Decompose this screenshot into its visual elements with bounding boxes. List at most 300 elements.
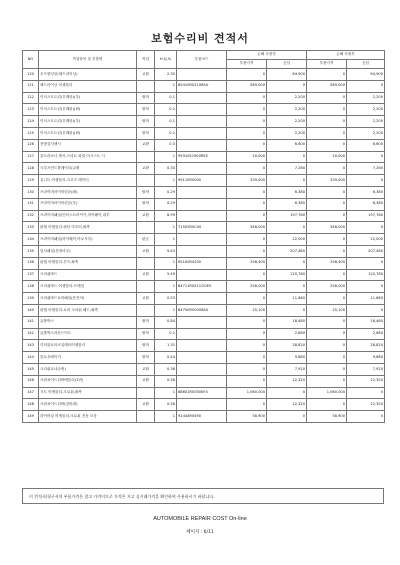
- row-code: 65100R4200: [177, 257, 227, 269]
- row-no: 120: [23, 69, 39, 81]
- row-code: [177, 234, 227, 246]
- row-labor-before: 0: [267, 151, 307, 163]
- header-item: 작업항목 및 부품명: [39, 51, 137, 69]
- row-labor-after: 6,600: [347, 139, 385, 151]
- row-part-before: 0: [227, 92, 267, 104]
- table-row: [23, 363, 385, 375]
- row-hq: 1: [155, 281, 177, 293]
- row-labor-after: 0: [347, 222, 385, 234]
- row-labor-after: 0: [347, 281, 385, 293]
- row-part-after: 0: [307, 340, 347, 352]
- row-part-after: 0: [307, 163, 347, 175]
- row-part-after: 0: [307, 92, 347, 104]
- row-labor-after: 0: [347, 175, 385, 187]
- row-no: 133: [23, 222, 39, 234]
- row-item: 판넬 어셈블리-루프,좌측: [39, 257, 137, 269]
- row-item: 프라이머패널(언더스트라이카,하이웨이,대부: [39, 210, 137, 222]
- row-work: 교환: [137, 245, 155, 257]
- row-no: 143: [23, 340, 39, 352]
- row-part-after: 0: [307, 127, 347, 139]
- row-part-before: 0: [227, 163, 267, 175]
- row-part-before: 58,900: [227, 411, 267, 423]
- row-labor-before: 2,200: [267, 127, 307, 139]
- row-labor-before: 0: [267, 257, 307, 269]
- row-work: [137, 80, 155, 92]
- row-part-before: 0: [227, 104, 267, 116]
- row-no: 127: [23, 151, 39, 163]
- row-work: [137, 387, 155, 399]
- row-code: [177, 340, 227, 352]
- table-header: [23, 51, 385, 69]
- row-part-before: 1,060,000: [227, 387, 267, 399]
- row-item: 헤드라이닝 어셈블리: [39, 80, 137, 92]
- row-item: 크리쉬로너(1번): [39, 363, 137, 375]
- row-labor-before: 197,780: [267, 210, 307, 222]
- row-no: 138: [23, 281, 39, 293]
- row-labor-before: 18,480: [267, 316, 307, 328]
- table-row: [23, 127, 385, 139]
- row-code: [177, 116, 227, 128]
- row-hq: 0.1: [155, 328, 177, 340]
- row-work: 교환: [137, 163, 155, 175]
- table-row: [23, 151, 385, 163]
- table-row: [23, 375, 385, 387]
- row-labor-before: 9,680: [267, 352, 307, 364]
- table-row: [23, 269, 385, 281]
- row-code: [177, 245, 227, 257]
- row-item: 우프롤딩린(헤드라이닝): [39, 69, 137, 81]
- row-part-before: 0: [227, 399, 267, 411]
- row-labor-after: 0: [347, 387, 385, 399]
- row-part-after: 0: [307, 316, 347, 328]
- row-hq: 1: [155, 257, 177, 269]
- row-work: 탈착: [137, 186, 155, 198]
- row-no: 131: [23, 198, 39, 210]
- row-no: 121: [23, 80, 39, 92]
- row-item: 이서스트트린(우레탄)(좌): [39, 127, 137, 139]
- row-code: [177, 269, 227, 281]
- row-item: 전방감지센서: [39, 139, 137, 151]
- row-labor-after: 9,680: [347, 352, 385, 364]
- row-labor-after: 11,660: [347, 293, 385, 305]
- row-item: 일사패널(천장마우): [39, 245, 137, 257]
- row-item: 글롤박스: [39, 316, 137, 328]
- row-work: 교환: [137, 363, 155, 375]
- row-labor-before: 2,200: [267, 92, 307, 104]
- row-item: 판넬 어셈블리-로어 크러쉬 패드,좌측: [39, 304, 137, 316]
- header-work: 작업: [137, 51, 155, 69]
- row-code: [177, 198, 227, 210]
- row-labor-before: 2,200: [267, 104, 307, 116]
- row-part-after: 20,000: [307, 151, 347, 163]
- footer-brand: AUTOMOBILE REPAIR COST On-line: [153, 516, 247, 522]
- table-row: [23, 80, 385, 92]
- row-part-after: 0: [307, 139, 347, 151]
- document-title: 보험수리비 견적서: [151, 32, 249, 45]
- row-no: 122: [23, 92, 39, 104]
- row-code: 99310S1900RES: [177, 151, 227, 163]
- row-part-before: 0: [227, 340, 267, 352]
- row-part-before: 0: [227, 352, 267, 364]
- row-labor-after: 2,680: [347, 328, 385, 340]
- row-item: 이서스트트린(우레탄)(우): [39, 116, 137, 128]
- table-row: [23, 293, 385, 305]
- row-hq: 0.1: [155, 116, 177, 128]
- row-item: 유니트 어셈블리-크루즈 레이더: [39, 175, 137, 187]
- row-no: 125: [23, 127, 39, 139]
- row-part-before: 0: [227, 69, 267, 81]
- row-part-after: 0: [307, 116, 347, 128]
- row-part-before: 346,000: [227, 222, 267, 234]
- row-no: 137: [23, 269, 39, 281]
- table-row: [23, 104, 385, 116]
- table-row: [23, 340, 385, 352]
- row-part-before: 0: [227, 234, 267, 246]
- row-code: [177, 139, 227, 151]
- row-item: 글롤박스라운드덕트: [39, 328, 137, 340]
- row-hq: 0.56: [155, 399, 177, 411]
- row-no: 147: [23, 387, 39, 399]
- row-no: 146: [23, 375, 39, 387]
- row-code: [177, 104, 227, 116]
- row-code: [177, 127, 227, 139]
- row-no: 128: [23, 163, 39, 175]
- row-no: 130: [23, 186, 39, 198]
- row-hq: 1: [155, 151, 177, 163]
- row-code: [177, 210, 227, 222]
- header-group-before: 손해 사정전: [227, 51, 307, 60]
- row-item: 크리쉬바드로어패널(운전석): [39, 293, 137, 305]
- table-row: [23, 234, 385, 246]
- row-work: 탈착: [137, 328, 155, 340]
- row-labor-before: 0: [267, 387, 307, 399]
- row-part-after: 0: [307, 104, 347, 116]
- row-labor-after: 2,200: [347, 104, 385, 116]
- row-part-after: 298,400: [307, 257, 347, 269]
- row-labor-after: 0: [347, 304, 385, 316]
- row-item: 판넬 어셈블리-쿼터 아우터,좌측: [39, 222, 137, 234]
- header-hq: H,Q,%: [155, 51, 177, 69]
- row-hq: 1: [155, 222, 177, 234]
- row-work: 교환: [137, 69, 155, 81]
- table-row: [23, 352, 385, 364]
- row-no: 145: [23, 363, 39, 375]
- row-item: 크리쉬바드 어셈블리-프레임: [39, 281, 137, 293]
- row-code: 84711R0511GOES: [177, 281, 227, 293]
- row-labor-after: 64,900: [347, 69, 385, 81]
- row-work: 교환: [137, 293, 155, 305]
- table-row: [23, 245, 385, 257]
- row-hq: 1: [155, 175, 177, 187]
- header-no: NO: [23, 51, 39, 69]
- row-code: [177, 69, 227, 81]
- row-work: 교환: [137, 139, 155, 151]
- row-hq: 0.84: [155, 316, 177, 328]
- row-labor-after: 6,380: [347, 186, 385, 198]
- row-code: [177, 316, 227, 328]
- row-item: 크루즈컨트롤레이더(교환: [39, 163, 137, 175]
- row-hq: 1.31: [155, 340, 177, 352]
- row-part-after: 0: [307, 363, 347, 375]
- table-row: [23, 210, 385, 222]
- table-row: [23, 139, 385, 151]
- row-part-before: 0: [227, 186, 267, 198]
- row-labor-before: 7,920: [267, 363, 307, 375]
- estimate-table: [22, 50, 385, 423]
- row-labor-before: 6,380: [267, 186, 307, 198]
- row-work: 탈착: [137, 352, 155, 364]
- row-part-after: 0: [307, 234, 347, 246]
- row-labor-after: 18,480: [347, 316, 385, 328]
- row-item: 프라이머마이어린폰(좌): [39, 186, 137, 198]
- row-part-after: 0: [307, 352, 347, 364]
- row-code: 91444R0490: [177, 411, 227, 423]
- row-labor-after: 2,200: [347, 127, 385, 139]
- row-item: 크리쉬바드: [39, 269, 137, 281]
- row-labor-before: 22,000: [267, 234, 307, 246]
- row-part-after: 0: [307, 198, 347, 210]
- row-part-before: 0: [227, 328, 267, 340]
- row-labor-before: 0: [267, 175, 307, 187]
- row-part-after: 25,100: [307, 304, 347, 316]
- row-no: 124: [23, 116, 39, 128]
- row-part-before: 256,000: [227, 281, 267, 293]
- row-code: [177, 293, 227, 305]
- row-work: [137, 281, 155, 293]
- row-hq: 0.53: [155, 293, 177, 305]
- table-row: [23, 222, 385, 234]
- row-part-before: 0: [227, 293, 267, 305]
- row-work: 교환: [137, 210, 155, 222]
- row-code: 99110R0000: [177, 175, 227, 187]
- row-part-before: 0: [227, 245, 267, 257]
- row-item: 크런치이드리바(앞바퀴): [39, 399, 137, 411]
- row-work: 교환: [137, 399, 155, 411]
- row-no: 140: [23, 304, 39, 316]
- row-work: [137, 222, 155, 234]
- row-labor-before: 0: [267, 80, 307, 92]
- row-hq: 0.1: [155, 104, 177, 116]
- row-labor-after: 2,200: [347, 116, 385, 128]
- row-hq: 0.29: [155, 186, 177, 198]
- row-code: 84750R0000BSU: [177, 304, 227, 316]
- row-labor-after: 0: [347, 257, 385, 269]
- row-labor-before: 28,820: [267, 340, 307, 352]
- row-part-after: 0: [307, 375, 347, 387]
- row-part-after: 346,000: [307, 222, 347, 234]
- row-code: [177, 352, 227, 364]
- row-part-after: 0: [307, 293, 347, 305]
- row-item: 프라이머마이어린폰(우): [39, 198, 137, 210]
- row-work: 교환: [137, 375, 155, 387]
- row-work: [137, 411, 155, 423]
- row-hq: 1: [155, 411, 177, 423]
- table-row: [23, 175, 385, 187]
- row-labor-after: 197,780: [347, 210, 385, 222]
- row-code: [177, 163, 227, 175]
- row-item: 이서스트트린(우레탄)(좌): [39, 104, 137, 116]
- table-row: [23, 186, 385, 198]
- row-hq: 0.3: [155, 139, 177, 151]
- row-hq: 1: [155, 80, 177, 92]
- row-no: 141: [23, 316, 39, 328]
- header-part-price-before: 부품가격: [227, 60, 267, 69]
- row-part-before: 0: [227, 316, 267, 328]
- row-labor-before: 11,660: [267, 293, 307, 305]
- row-item: 시트 어셈블리-크로쉬,좌측: [39, 387, 137, 399]
- row-labor-before: 207,460: [267, 245, 307, 257]
- row-labor-after: 7,920: [347, 363, 385, 375]
- row-part-before: 20,000: [227, 151, 267, 163]
- row-work: 탈착: [137, 92, 155, 104]
- table-row: [23, 198, 385, 210]
- row-part-after: 569,000: [307, 80, 347, 92]
- row-work: 교환: [137, 269, 155, 281]
- row-work: [137, 175, 155, 187]
- row-work: 탈착: [137, 340, 155, 352]
- row-labor-after: 0: [347, 411, 385, 423]
- table-row: [23, 116, 385, 128]
- row-labor-before: 6,600: [267, 139, 307, 151]
- row-no: 149: [23, 411, 39, 423]
- header-part-price-after: 부품가격: [307, 60, 347, 69]
- row-part-before: 569,000: [227, 80, 267, 92]
- row-part-before: 25,100: [227, 304, 267, 316]
- row-no: 134: [23, 234, 39, 246]
- row-item: 이서스트트린(우레탄)(우): [39, 92, 137, 104]
- disclaimer-note: 이 견적서/청구서의 부품가격은 참고 가격이므로 가격은 지고 실거래가격을 확인하여 사용하시기 바랍니다.: [22, 488, 384, 504]
- row-item: 하이어링 어셈블리-크로쉬 전동 모음: [39, 411, 137, 423]
- row-part-before: 0: [227, 363, 267, 375]
- page-indicator: 페이지 : 6/11: [186, 530, 214, 535]
- row-no: 129: [23, 175, 39, 187]
- row-labor-before: 120,780: [267, 269, 307, 281]
- row-labor-after: 12,320: [347, 375, 385, 387]
- row-item: 크런치이드리바에블리(1번): [39, 375, 137, 387]
- row-hq: 2.35: [155, 69, 177, 81]
- row-work: 탈착: [137, 116, 155, 128]
- header-labor-before: 공임: [267, 60, 307, 69]
- row-hq: 5.49: [155, 269, 177, 281]
- row-no: 123: [23, 104, 39, 116]
- row-part-before: 339,000: [227, 175, 267, 187]
- row-no: 135: [23, 245, 39, 257]
- row-code: [177, 399, 227, 411]
- row-work: [137, 304, 155, 316]
- row-hq: 0.1: [155, 127, 177, 139]
- row-part-before: 0: [227, 210, 267, 222]
- row-work: 탈착: [137, 127, 155, 139]
- row-labor-after: 2,200: [347, 92, 385, 104]
- row-hq: 0.56: [155, 375, 177, 387]
- table-row: [23, 92, 385, 104]
- row-labor-before: 12,320: [267, 399, 307, 411]
- row-work: [137, 151, 155, 163]
- table-row: [23, 163, 385, 175]
- row-no: 144: [23, 352, 39, 364]
- row-hq: 1: [155, 234, 177, 246]
- row-labor-after: 12,320: [347, 399, 385, 411]
- row-part-after: 0: [307, 399, 347, 411]
- row-labor-after: 120,780: [347, 269, 385, 281]
- row-code: 71502R0C00: [177, 222, 227, 234]
- row-hq: 0.44: [155, 352, 177, 364]
- row-labor-before: 0: [267, 411, 307, 423]
- row-part-after: 0: [307, 328, 347, 340]
- row-labor-after: 0: [347, 151, 385, 163]
- row-labor-after: 0: [347, 80, 385, 92]
- row-labor-before: 2,200: [267, 116, 307, 128]
- row-part-before: 0: [227, 139, 267, 151]
- row-labor-before: 64,900: [267, 69, 307, 81]
- row-part-before: 0: [227, 127, 267, 139]
- table-row: [23, 304, 385, 316]
- row-item: 울트라소닉 센서-스마트 파킹 어시스트 시: [39, 151, 137, 163]
- row-labor-after: 6,380: [347, 198, 385, 210]
- row-labor-before: 6,380: [267, 198, 307, 210]
- row-no: 139: [23, 293, 39, 305]
- table-body: [23, 69, 385, 423]
- row-item: 히터블로어코일레터어셈블리: [39, 340, 137, 352]
- row-code: 88601R0050KF4: [177, 387, 227, 399]
- row-part-after: 339,000: [307, 175, 347, 187]
- row-labor-after: 22,000: [347, 234, 385, 246]
- header-code: 부품코드: [177, 51, 227, 69]
- row-code: [177, 363, 227, 375]
- row-labor-after: 207,460: [347, 245, 385, 257]
- row-labor-before: 0: [267, 304, 307, 316]
- row-part-after: 0: [307, 69, 347, 81]
- row-no: 148: [23, 399, 39, 411]
- row-part-after: 58,900: [307, 411, 347, 423]
- row-part-before: 0: [227, 269, 267, 281]
- row-no: 136: [23, 257, 39, 269]
- row-hq: 0.1: [155, 92, 177, 104]
- row-work: 탈착: [137, 104, 155, 116]
- row-labor-before: 0: [267, 281, 307, 293]
- table-row: [23, 328, 385, 340]
- row-part-after: 0: [307, 245, 347, 257]
- row-hq: 0.36: [155, 363, 177, 375]
- row-part-after: 1,060,000: [307, 387, 347, 399]
- row-part-before: 0: [227, 198, 267, 210]
- row-code: 85410R0210BSU: [177, 80, 227, 92]
- table-row: [23, 387, 385, 399]
- row-item: 블로우메이커: [39, 352, 137, 364]
- row-labor-before: 0: [267, 222, 307, 234]
- row-no: 132: [23, 210, 39, 222]
- row-hq: 0.29: [155, 198, 177, 210]
- row-labor-after: 28,820: [347, 340, 385, 352]
- table-row: [23, 316, 385, 328]
- row-hq: 0.33: [155, 163, 177, 175]
- row-part-after: 256,000: [307, 281, 347, 293]
- row-code: [177, 186, 227, 198]
- table-row: [23, 281, 385, 293]
- row-code: [177, 92, 227, 104]
- row-hq: 1: [155, 387, 177, 399]
- row-work: 탈착: [137, 316, 155, 328]
- row-code: [177, 375, 227, 387]
- table-row: [23, 257, 385, 269]
- row-no: 142: [23, 328, 39, 340]
- row-work: 판금: [137, 234, 155, 246]
- row-labor-before: 2,680: [267, 328, 307, 340]
- table-row: [23, 411, 385, 423]
- row-item: 프라이머패널(하이웨이,아무사부): [39, 234, 137, 246]
- row-work: [137, 257, 155, 269]
- row-hq: 1: [155, 304, 177, 316]
